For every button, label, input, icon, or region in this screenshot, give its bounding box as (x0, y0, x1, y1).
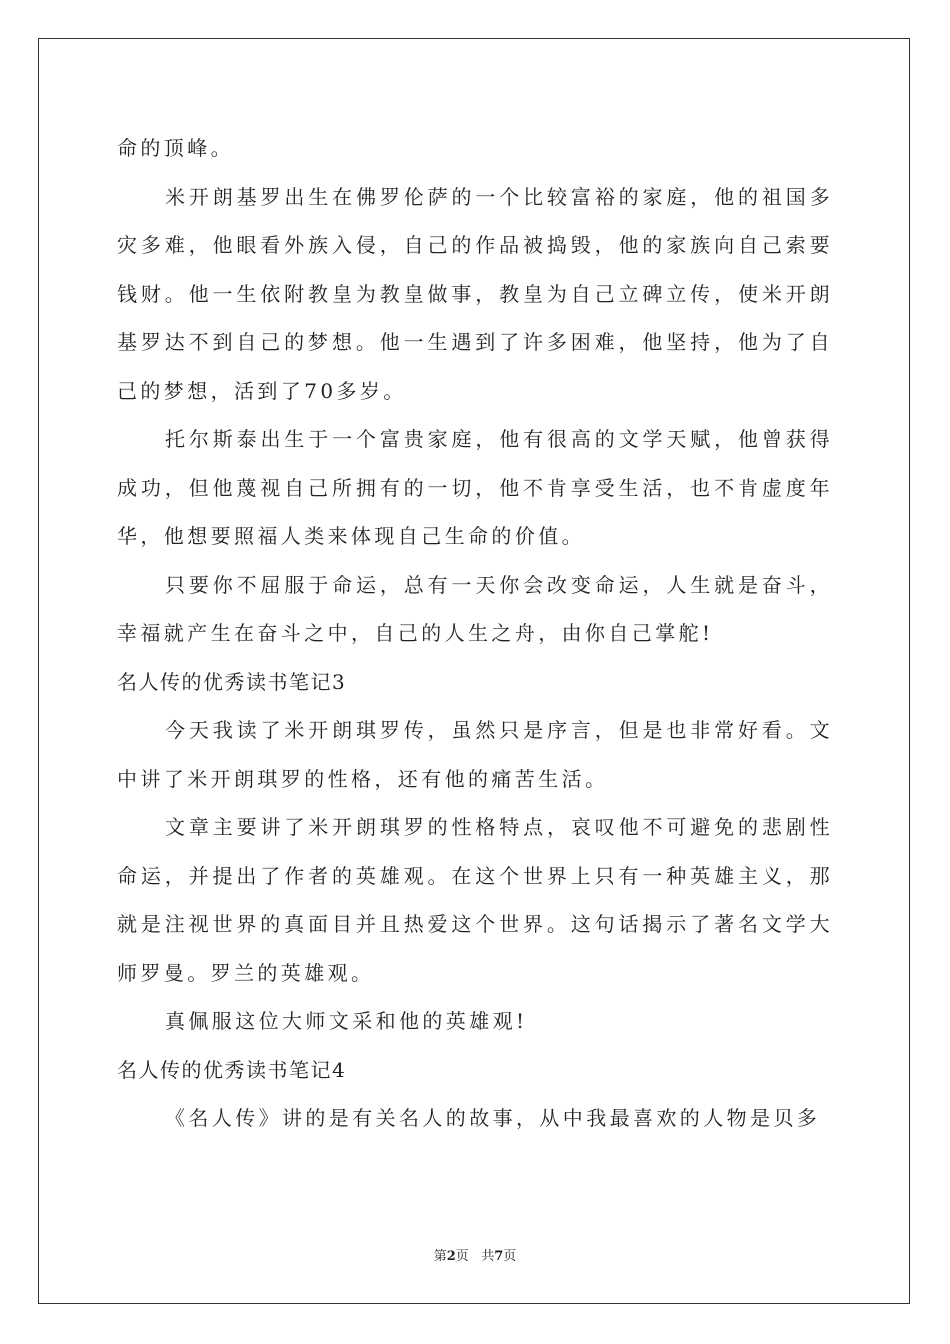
paragraph: 米开朗基罗出生在佛罗伦萨的一个比较富裕的家庭，他的祖国多灾多难，他眼看外族入侵，自己的作品被捣毁，他的家族向自己索要钱财。他一生依附教皇为教皇做事，教皇为自己立碑立传，使米开朗基罗达不到自己的梦想。他一生遇到了许多困难，他坚持，他为了自己的梦想，活到了70多岁。 (117, 184, 833, 403)
footer-total-prefix: 共 (481, 1249, 495, 1264)
footer-page-suffix: 页 (455, 1249, 469, 1264)
paragraph: 今天我读了米开朗琪罗传，虽然只是序言，但是也非常好看。文中讲了米开朗琪罗的性格，还有他的痛苦生活。 (117, 718, 833, 791)
document-body (117, 124, 833, 1143)
paragraph: 《名人传》讲的是有关名人的故事，从中我最喜欢的人物是贝多 (165, 1106, 821, 1130)
section-heading: 名人传的优秀读书笔记3 (117, 669, 347, 694)
section-heading: 名人传的优秀读书笔记4 (117, 1057, 347, 1082)
paragraph: 托尔斯泰出生于一个富贵家庭，他有很高的文学天赋，他曾获得成功，但他蔑视自己所拥有的一切，他不肯享受生活，也不肯虚度年华，他想要照福人类来体现自己生命的价值。 (117, 427, 833, 548)
footer-prefix: 第 (433, 1249, 447, 1264)
paragraph: 真佩服这位大师文采和他的英雄观! (165, 1009, 528, 1033)
paragraph: 文章主要讲了米开朗琪罗的性格特点，哀叹他不可避免的悲剧性命运，并提出了作者的英雄观。在这个世界上只有一种英雄主义，那就是注视世界的真面目并且热爱这个世界。这句话揭示了著名文学大师罗曼。罗兰的英雄观。 (117, 815, 833, 985)
total-pages-number: 7 (494, 1249, 504, 1264)
paragraph: 命的顶峰。 (117, 136, 234, 160)
current-page-number: 2 (446, 1249, 456, 1264)
page-footer (0, 1245, 950, 1264)
footer-total-suffix: 页 (503, 1249, 517, 1264)
paragraph: 只要你不屈服于命运，总有一天你会改变命运，人生就是奋斗，幸福就产生在奋斗之中，自己的人生之舟，由你自己掌舵! (117, 572, 833, 645)
